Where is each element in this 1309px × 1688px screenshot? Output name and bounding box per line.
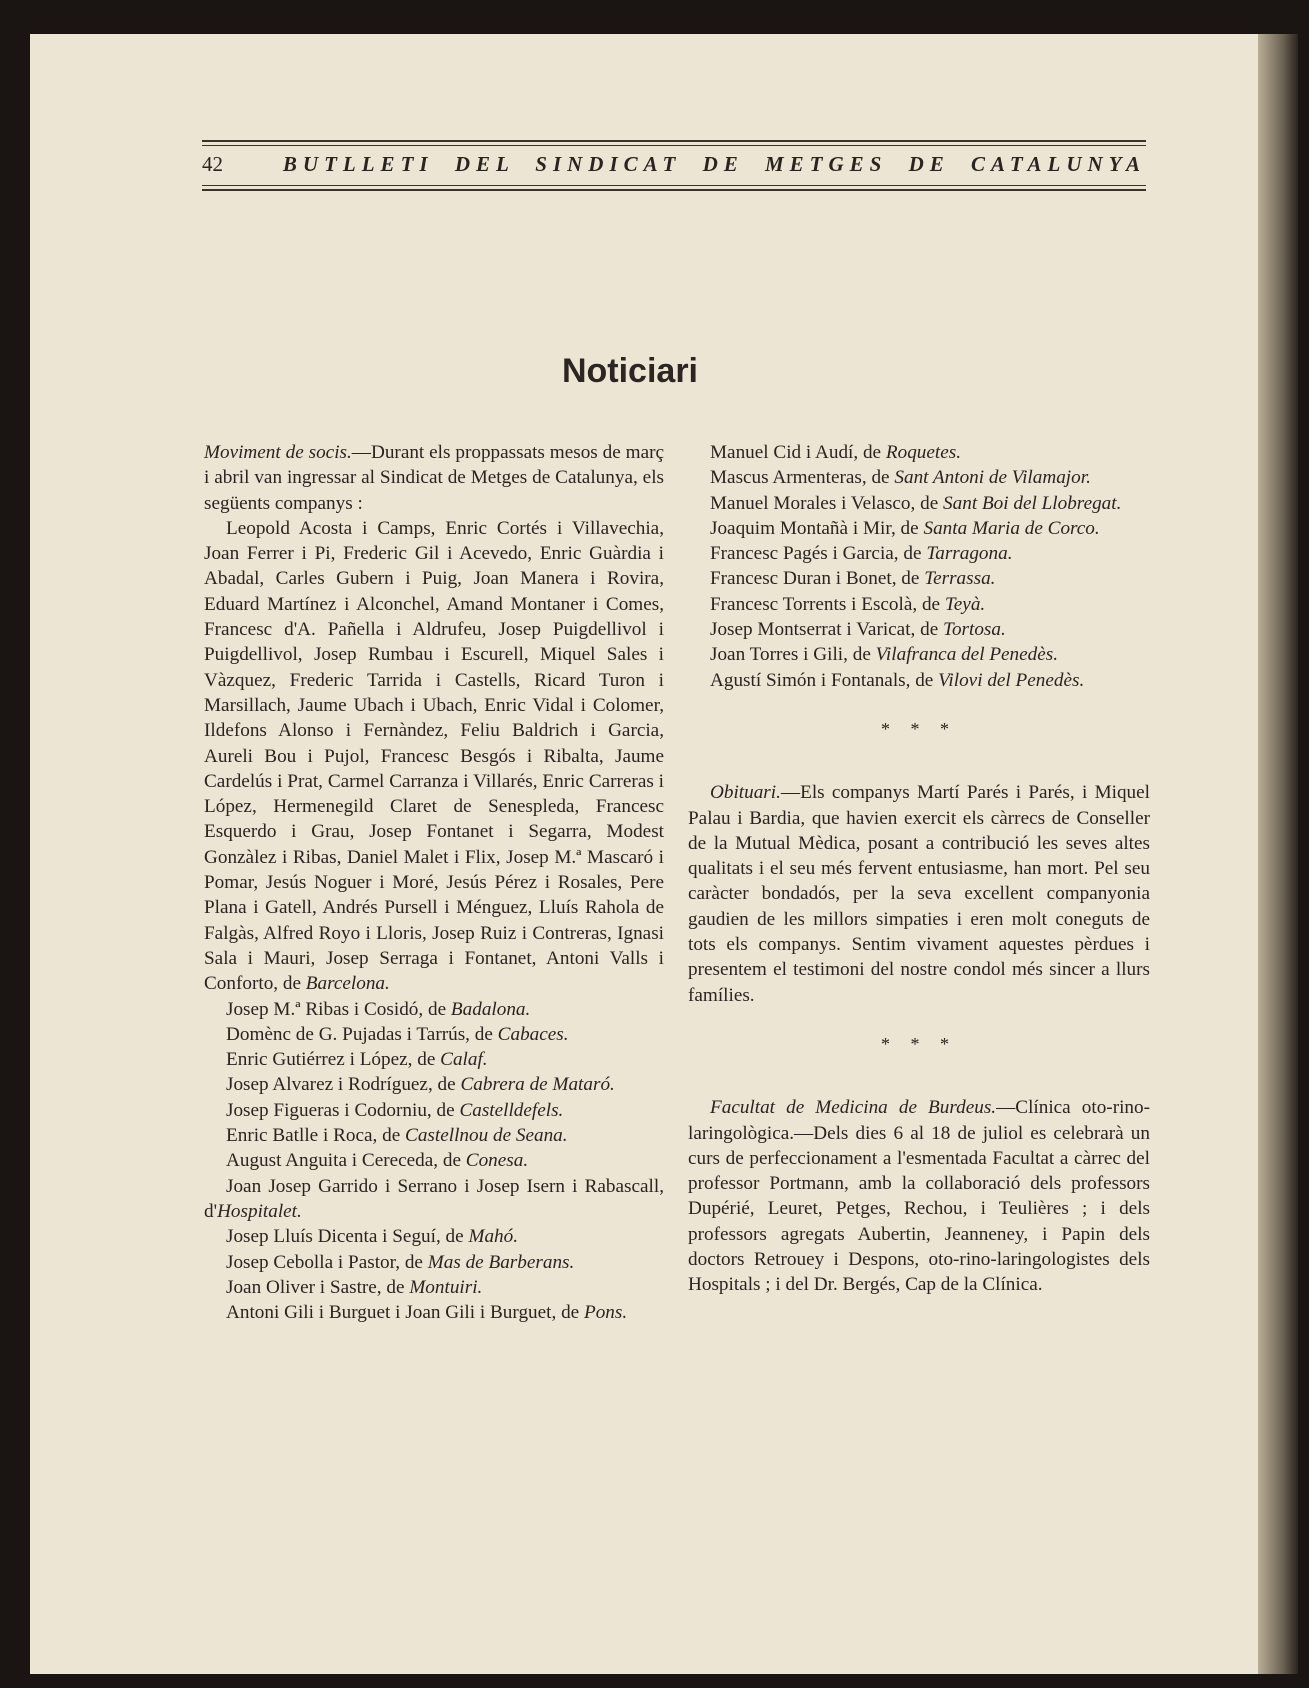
place-name: Vilovi del Penedès. (938, 669, 1085, 691)
member-list (688, 440, 1150, 693)
place-name: Barcelona. (305, 973, 390, 995)
member-entry (688, 440, 1150, 465)
journal-title: BUTLLETI DEL SINDICAT DE METGES DE CATALUNYA (282, 152, 1146, 176)
place-name: Sant Antoni de Vilamajor. (894, 467, 1091, 489)
section-label: Obituari. (710, 782, 781, 804)
member-name: Enric Gutiérrez i López, de (226, 1049, 441, 1071)
place-name: Conesa. (465, 1150, 529, 1172)
book-binding (1258, 34, 1298, 1674)
place-name: Cabaces. (497, 1023, 569, 1045)
place-name: Castelldefels. (459, 1099, 564, 1121)
place-name: Mas de Barberans. (427, 1251, 575, 1273)
section-separator: * * * (881, 1033, 957, 1054)
place-name: Roquetes. (885, 442, 962, 463)
place-name: Calaf. (440, 1049, 488, 1071)
member-entry (688, 642, 1150, 667)
member-name: Manuel Morales i Velasco, de (710, 492, 944, 514)
member-name: Joan Torres i Gili, de (710, 644, 876, 666)
barcelona-members (204, 516, 664, 997)
member-entry (204, 1123, 664, 1148)
place-name: Sant Boi del Llobregat. (943, 492, 1122, 514)
section-text: —Durant els proppassats mesos de març i abril van ingressar al Sindicat de Metges de Catalunya, els següents companys : (204, 442, 664, 514)
member-entry (204, 1224, 664, 1249)
member-name: Enric Batlle i Roca, de (226, 1125, 406, 1147)
obituary-paragraph (688, 780, 1150, 1008)
member-entry (204, 1098, 664, 1123)
place-name: Castellnou de Seana. (405, 1125, 568, 1147)
member-entry (204, 1250, 664, 1275)
place-name: Teyà. (944, 593, 986, 615)
section-separator: * * * (881, 718, 957, 739)
member-name: August Anguita i Cereceda, de (226, 1150, 466, 1172)
member-entry (204, 1148, 664, 1173)
member-name: Manuel Cid i Audí, de (710, 442, 886, 463)
place-name: Vilafranca del Penedès. (875, 644, 1059, 666)
member-entry (204, 1275, 664, 1300)
member-name: Josep Alvarez i Rodríguez, de (226, 1074, 461, 1096)
member-name: Josep Montserrat i Varicat, de (710, 619, 944, 641)
member-name: Josep Lluís Dicenta i Seguí, de (226, 1226, 469, 1248)
section-text: —Clínica oto-rino-laringològica.—Dels dies 6 al 18 de juliol es celebrarà un curs de perfeccionament a l'esmentada Facultat a càrrec del professor Portmann, amb la collaboració dels professors Dupérié, Leuret, Petges, Rechou, i Teulières ; i dels professors agregats Aubertin, Jeanneney, i Papin dels doctors Retrouey i Despons, oto-rino-laringologistes dels Hospitals ; i del Dr. Bergés, Cap de la Clínica. (688, 1097, 1150, 1296)
place-name: Santa Maria de Corco. (923, 517, 1100, 539)
member-entry (204, 1022, 664, 1047)
section-text: —Els companys Martí Parés i Parés, i Miquel Palau i Bardia, que havien exercit els càrrecs de Conseller de la Mutual Mèdica, posant a contribució les seves altes qualitats i el seu més fervent entusiasme, han mort. Pel seu caràcter bondadós, per la seva excellent companyonia gaudien de les millors simpaties i eren molt coneguts de tots els companys. Sentim vivament aquestes pèrdues i presentem el testimoni del nostre condol més sincer a llurs famílies. (688, 782, 1150, 1006)
article-title: Noticiari (561, 352, 699, 390)
running-header (202, 140, 1146, 191)
member-entry (688, 541, 1150, 566)
faculty-notice-paragraph (688, 1095, 1150, 1297)
member-entry (688, 516, 1150, 541)
member-name: Agustí Simón i Fontanals, de (710, 669, 939, 691)
place-name: Cabrera de Mataró. (460, 1074, 615, 1096)
page-number: 42 (202, 152, 223, 176)
member-name: Francesc Torrents i Escolà, de (710, 593, 945, 615)
member-name: Joaquim Montañà i Mir, de (710, 517, 924, 539)
member-entry (204, 997, 664, 1022)
member-entry (688, 465, 1150, 490)
member-entry (204, 1047, 664, 1072)
left-column (204, 440, 664, 1325)
member-name: Domènc de G. Pujadas i Tarrús, de (226, 1023, 498, 1045)
place-name: Hospitalet. (217, 1200, 302, 1222)
member-entry (688, 592, 1150, 617)
place-name: Badalona. (450, 998, 531, 1020)
member-name: Mascus Armenteras, de (710, 467, 895, 489)
member-entry (688, 668, 1150, 693)
member-entry (204, 1300, 664, 1325)
section-label: Moviment de socis. (204, 442, 352, 463)
member-name: Francesc Pagés i Garcia, de (710, 543, 927, 565)
membership-intro (204, 440, 664, 516)
member-name: Josep Figueras i Codorniu, de (226, 1099, 460, 1121)
right-column (688, 440, 1150, 1298)
member-entry (204, 1072, 664, 1097)
member-names: Leopold Acosta i Camps, Enric Cortés i Villavechia, Joan Ferrer i Pi, Frederic Gil i Acevedo, Enric Guàrdia i Abadal, Carles Gubern i Puig, Joan Manera i Rovira, Eduard Martínez i Alconchel, Amand Montaner i Comes, Francesc d'A. Pañella i Aldrufeu, Josep Puigdellivol i Puigdellivol, Josep Rumbau i Escurell, Miquel Sales i Vàzquez, Frederic Tarrida i Castells, Ricard Turon i Marsillach, Jaume Ubach i Ubach, Enric Vidal i Colomer, Ildefons Alonso i Fernàndez, Feliu Baldrich i Garcia, Aureli Bou i Pujol, Francesc Besgós i Ribalta, Jaume Cardelús i Prat, Carmel Carranza i Villarés, Enric Carreras i López, Hermenegild Claret de Senespleda, Francesc Esquerdo i Grau, Josep Fontanet i Segarra, Modest Gonzàlez i Ribas, Daniel Malet i Flix, Josep M.ª Mascaró i Pomar, Jesús Noguer i Moré, Jesús Pérez i Rosales, Pere Plana i Gatell, Andrés Pursell i Ménguez, Lluís Rahola de Falgàs, Alfred Royo i Lloris, Josep Ruiz i Contreras, Ignasi Sala i Mauri, Josep Serraga i Fontanet, Antoni Valls i Conforto, de (204, 517, 664, 995)
member-entry (204, 1174, 664, 1225)
member-name: Antoni Gili i Burguet i Joan Gili i Burguet, de (226, 1302, 584, 1324)
place-name: Tortosa. (943, 619, 1006, 641)
section-label: Facultat de Medicina de Burdeus. (710, 1097, 997, 1119)
member-entry (688, 617, 1150, 642)
member-entry (688, 491, 1150, 516)
place-name: Tarragona. (926, 543, 1013, 565)
place-name: Terrassa. (924, 568, 996, 590)
place-name: Pons. (583, 1302, 628, 1324)
member-name: Joan Josep Garrido i Serrano i Josep Isern i Rabascall, d' (204, 1175, 664, 1222)
member-name: Francesc Duran i Bonet, de (710, 568, 925, 590)
header-rule-bottom (202, 185, 1146, 191)
place-name: Montuiri. (409, 1276, 483, 1298)
place-name: Mahó. (468, 1226, 519, 1248)
member-name: Josep M.ª Ribas i Cosidó, de (226, 998, 451, 1020)
member-name: Joan Oliver i Sastre, de (226, 1276, 410, 1298)
member-entry (688, 566, 1150, 591)
member-list (204, 997, 664, 1326)
member-name: Josep Cebolla i Pastor, de (226, 1251, 428, 1273)
